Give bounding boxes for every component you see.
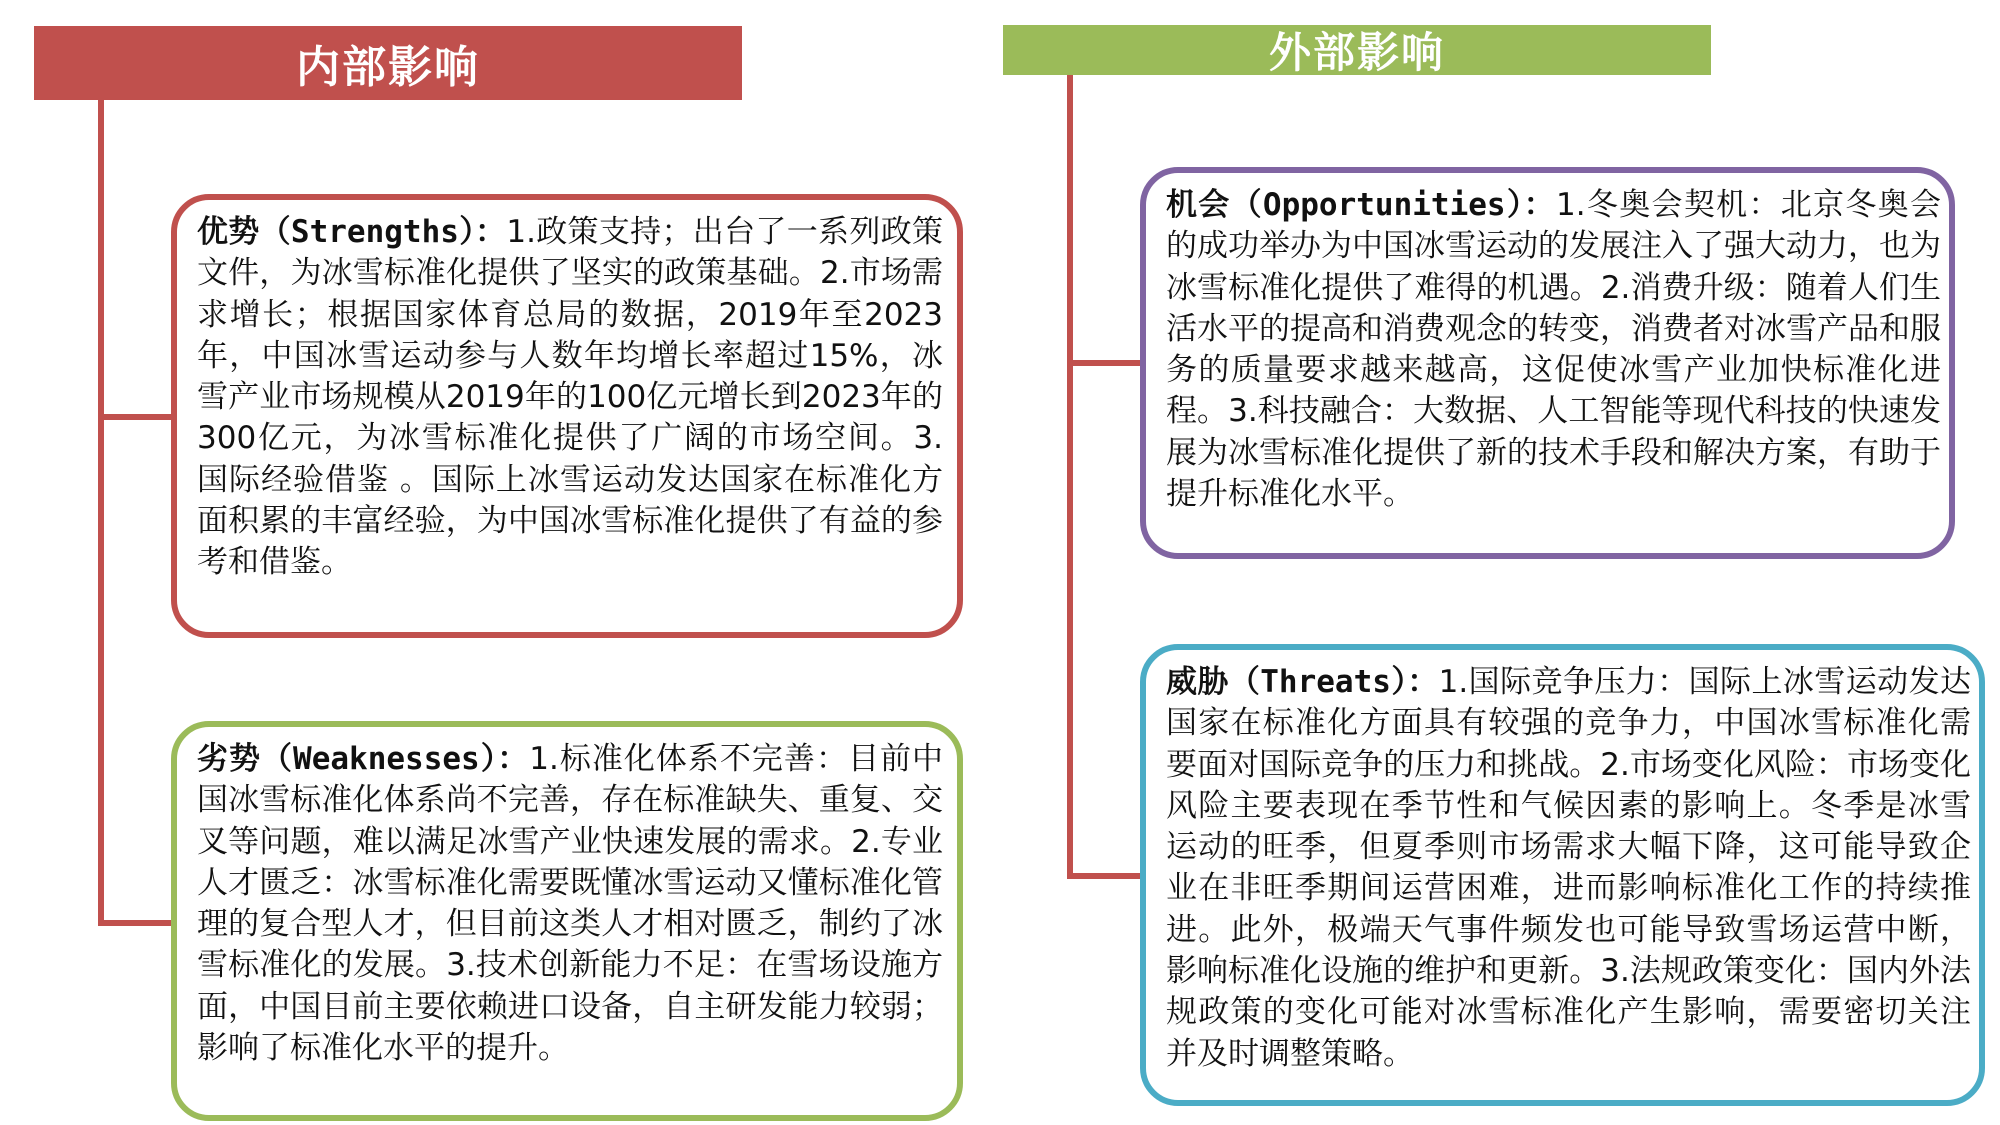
external-impact-header: 外部影响 (1003, 25, 1711, 75)
internal-impact-header: 内部影响 (34, 26, 742, 100)
strengths-title: 优势（Strengths）： (197, 214, 507, 250)
strengths-body: 1.政策支持；出台了一系列政策文件，为冰雪标准化提供了坚实的政策基础。2.市场需求增长；根据国家体育总局的数据，2019年至2023年，中国冰雪运动参与人数年均增长率超过15%，冰雪产业市场规模从2019年的100亿元增长到2023年的300亿元，为冰雪标准化提供了广阔的市场空间。3. 国际经验借鉴 。国际上冰雪运动发达国家在标准化方面积累的丰富经验，为中国冰雪标准化提供了有益的参考和借鉴。 (197, 214, 943, 581)
weaknesses-body: 1.标准化体系不完善：目前中国冰雪标准化体系尚不完善，存在标准缺失、重复、交叉等问题，难以满足冰雪产业快速发展的需求。2.专业人才匮乏：冰雪标准化需要既懂冰雪运动又懂标准化管理的复合型人才，但目前这类人才相对匮乏，制约了冰雪标准化的发展。3.技术创新能力不足：在雪场设施方面，中国目前主要依赖进口设备，自主研发能力较弱；影响了标准化水平的提升。 (197, 741, 943, 1067)
threats-box (1140, 644, 1985, 1106)
internal-trunk-line (98, 100, 104, 926)
opportunities-body: 1.冬奥会契机：北京冬奥会的成功举办为中国冰雪运动的发展注入了强大动力，也为冰雪标准化提供了难得的机遇。2.消费升级：随着人们生活水平的提高和消费观念的转变，消费者对冰雪产品和服务的质量要求越来越高，这促使冰雪产业加快标准化进程。3.科技融合：大数据、人工智能等现代科技的快速发展为冰雪标准化提供了新的技术手段和解决方案，有助于提升标准化水平。 (1166, 187, 1941, 513)
opportunities-title: 机会（Opportunities）： (1166, 187, 1556, 223)
opportunities-text (1166, 185, 1941, 515)
weaknesses-text (197, 739, 943, 1069)
threats-title: 威胁（Threats）： (1166, 664, 1439, 700)
weaknesses-title: 劣势（Weaknesses）： (197, 741, 530, 777)
opportunities-box (1140, 167, 1955, 559)
strengths-connector-line (98, 414, 173, 420)
external-trunk-line (1067, 75, 1073, 879)
threats-connector-line (1067, 873, 1142, 879)
strengths-box (171, 194, 963, 638)
weaknesses-box (171, 721, 963, 1121)
weaknesses-connector-line (98, 920, 173, 926)
threats-body: 1.国际竞争压力：国际上冰雪运动发达国家在标准化方面具有较强的竞争力，中国冰雪标准化需要面对国际竞争的压力和挑战。2.市场变化风险：市场变化风险主要表现在季节性和气候因素的影响上。冬季是冰雪运动的旺季，但夏季则市场需求大幅下降，这可能导致企业在非旺季期间运营困难，进而影响标准化工作的持续推进。此外，极端天气事件频发也可能导致雪场运营中断，影响标准化设施的维护和更新。3.法规政策变化：国内外法规政策的变化可能对冰雪标准化产生影响，需要密切关注并及时调整策略。 (1166, 664, 1971, 1072)
opportunities-connector-line (1067, 360, 1142, 366)
threats-text (1166, 662, 1971, 1075)
strengths-text (197, 212, 943, 584)
